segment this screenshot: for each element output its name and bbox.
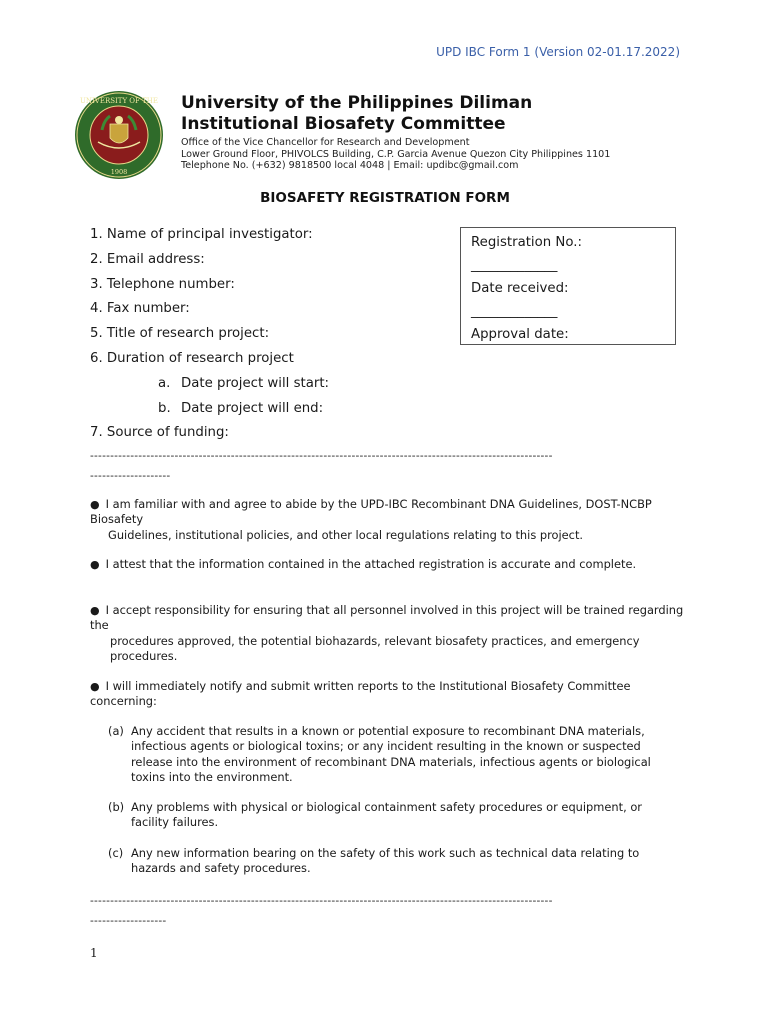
list-item: (a) Any accident that results in a known or potential exposure to recombinant DNA materials, infectious agents or biological toxins; or any incident resulting in the known or suspected release into the environment of recombinant DNA materials, infectious agents or biological toxins into the environment. — [108, 724, 651, 784]
form-title: BIOSAFETY REGISTRATION FORM — [260, 190, 510, 206]
statement-attest: ● I attest that the information contained in the attached registration is accurate and complete. — [90, 557, 637, 571]
bullet-icon: ● — [90, 498, 100, 511]
field-email: 2. Email address: — [90, 251, 205, 267]
university-heading — [181, 93, 532, 135]
bullet-icon: ● — [90, 680, 100, 693]
up-seal-logo — [74, 90, 164, 180]
field-duration: 6. Duration of research project — [90, 350, 294, 366]
office-address — [181, 137, 610, 172]
field-fax: 4. Fax number: — [90, 301, 190, 317]
form-version: UPD IBC Form 1 (Version 02-01.17.2022) — [436, 45, 680, 59]
svg-text:UNIVERSITY OF THE: UNIVERSITY OF THE — [79, 97, 159, 105]
bullet-icon: ● — [90, 604, 100, 617]
contact-line: Telephone No. (+632) 9818500 local 4048 | Email: updibc@gmail.com — [181, 160, 519, 171]
field-end-date: b. Date project will end: — [158, 400, 324, 416]
separator-top: ------------------------------------------------------------------------------------------------------------------- -------------------- — [90, 450, 553, 482]
field-start-date: a. Date project will start: — [158, 375, 330, 391]
committee-name: Institutional Biosafety Committee — [181, 114, 506, 134]
field-telephone: 3. Telephone number: — [90, 276, 235, 292]
reg-no-label: Registration No.: — [471, 235, 582, 250]
form-fields — [90, 223, 329, 446]
date-received-blank: _____________ — [471, 304, 558, 319]
separator-bottom: ------------------------------------------------------------------------------------------------------------------- ------------------- — [90, 895, 553, 927]
page-number: 1 — [90, 946, 98, 960]
statement-responsibility: ● I accept responsibility for ensuring that all personnel involved in this project will be trained regarding the procedures approved, the potential biohazards, relevant biosafety practices, and emergency procedures. — [90, 603, 684, 663]
svg-text:1908: 1908 — [110, 168, 128, 176]
office-line: Office of the Vice Chancellor for Research and Development — [181, 137, 470, 148]
date-received-label: Date received: — [471, 281, 569, 296]
field-funding: 7. Source of funding: — [90, 425, 229, 441]
university-name: University of the Philippines Diliman — [181, 93, 533, 113]
list-item: (b) Any problems with physical or biological containment safety procedures or equipment, or facility failures. — [108, 800, 642, 830]
registration-box — [460, 227, 676, 345]
field-pi-name: 1. Name of principal investigator: — [90, 227, 313, 242]
list-item: (c) Any new information bearing on the safety of this work such as technical data relating to hazards and safety procedures. — [108, 845, 640, 876]
bullet-icon: ● — [90, 558, 100, 571]
address-line: Lower Ground Floor, PHIVOLCS Building, C.P. Garcia Avenue Quezon City Philippines 1101 — [181, 148, 611, 160]
field-title: 5. Title of research project: — [90, 326, 270, 342]
statement-notify: ● I will immediately notify and submit written reports to the Institutional Biosafety Committee concerning: — [90, 679, 631, 709]
approval-date-label: Approval date: — [471, 327, 569, 342]
reg-no-blank: _____________ — [471, 258, 558, 273]
notify-sublist — [108, 724, 683, 891]
statement-guidelines: ● I am familiar with and agree to abide by the UPD-IBC Recombinant DNA Guidelines, DOST-NCBP Biosafety Guidelines, institutional policies, and other local regulations relating to this project. — [90, 497, 652, 542]
